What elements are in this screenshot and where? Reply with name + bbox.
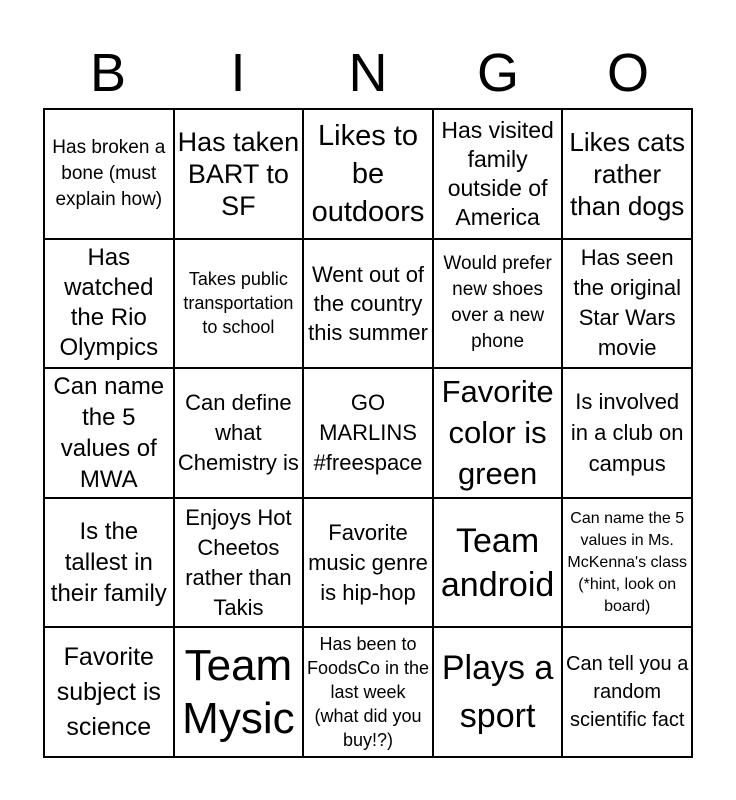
bingo-cell[interactable] [303, 239, 433, 369]
bingo-cell[interactable] [303, 498, 433, 628]
cell-text: Has seen the original Star Wars movie [573, 245, 682, 361]
bingo-cell[interactable] [174, 498, 304, 628]
cell-text: Favorite subject is science [56, 642, 161, 741]
cell-text: Team Mysic [182, 641, 295, 744]
cell-text: Can name the 5 values of MWA [53, 373, 165, 493]
bingo-cell[interactable] [44, 109, 174, 239]
header-letter-b: B [89, 43, 127, 103]
cell-text: Has taken BART to SF [177, 126, 300, 221]
bingo-cell[interactable] [562, 498, 692, 628]
bingo-cell[interactable] [433, 498, 563, 628]
cell-text: Favorite music genre is hip-hop [308, 519, 428, 605]
cell-text: Would prefer new shoes over a new phone [443, 253, 552, 353]
bingo-cell[interactable] [44, 368, 174, 498]
header-letter-i: I [230, 43, 246, 103]
bingo-grid [43, 108, 693, 758]
header-letter-n: N [348, 43, 388, 103]
cell-text: Enjoys Hot Cheetos rather than Takis [185, 504, 292, 620]
bingo-cell[interactable] [174, 109, 304, 239]
bingo-cell[interactable] [562, 239, 692, 369]
cell-text: Favorite color is green [441, 374, 554, 492]
bingo-cell[interactable] [562, 109, 692, 239]
cell-text: Can tell you a random scientific fact [566, 653, 689, 732]
cell-text: Plays a sport [441, 649, 554, 736]
cell-text: Has been to FoodsCo in the last week (what did you buy!?) [306, 634, 430, 751]
cell-text: Has watched the Rio Olympics [59, 244, 159, 362]
cell-text: Team android [440, 521, 555, 604]
bingo-cell[interactable] [174, 368, 304, 498]
cell-text: GO MARLINS #freespace [313, 389, 423, 475]
bingo-cell[interactable] [44, 498, 174, 628]
bingo-cell[interactable] [303, 627, 433, 757]
cell-text: Can define what Chemistry is [177, 389, 299, 475]
bingo-cell[interactable] [433, 239, 563, 369]
cell-text: Can name the 5 values in Ms. McKenna's class (*hint, look on board) [567, 509, 687, 615]
header-letter-o: O [606, 43, 649, 103]
bingo-cell[interactable] [562, 627, 692, 757]
bingo-cell[interactable] [44, 627, 174, 757]
cell-text: Has broken a bone (must explain how) [52, 136, 166, 210]
bingo-cell[interactable] [174, 239, 304, 369]
bingo-cell[interactable] [433, 627, 563, 757]
bingo-header [43, 38, 693, 108]
bingo-cell[interactable] [562, 368, 692, 498]
cell-text: Is involved in a club on campus [570, 389, 684, 477]
cell-text: Likes to be outdoors [311, 119, 425, 228]
bingo-cell[interactable] [433, 368, 563, 498]
cell-text: Went out of the country this summer [308, 261, 428, 345]
header-letter-g: G [476, 43, 519, 103]
bingo-cell[interactable] [44, 239, 174, 369]
cell-text: Is the tallest in their family [50, 518, 167, 608]
free-space-cell[interactable] [303, 368, 433, 498]
cell-text: Takes public transportation to school [183, 269, 294, 338]
bingo-cell[interactable] [303, 109, 433, 239]
cell-text: Has visited family outside of America [441, 116, 554, 230]
cell-text: Likes cats rather than dogs [569, 126, 685, 221]
bingo-cell[interactable] [174, 627, 304, 757]
bingo-cell[interactable] [433, 109, 563, 239]
